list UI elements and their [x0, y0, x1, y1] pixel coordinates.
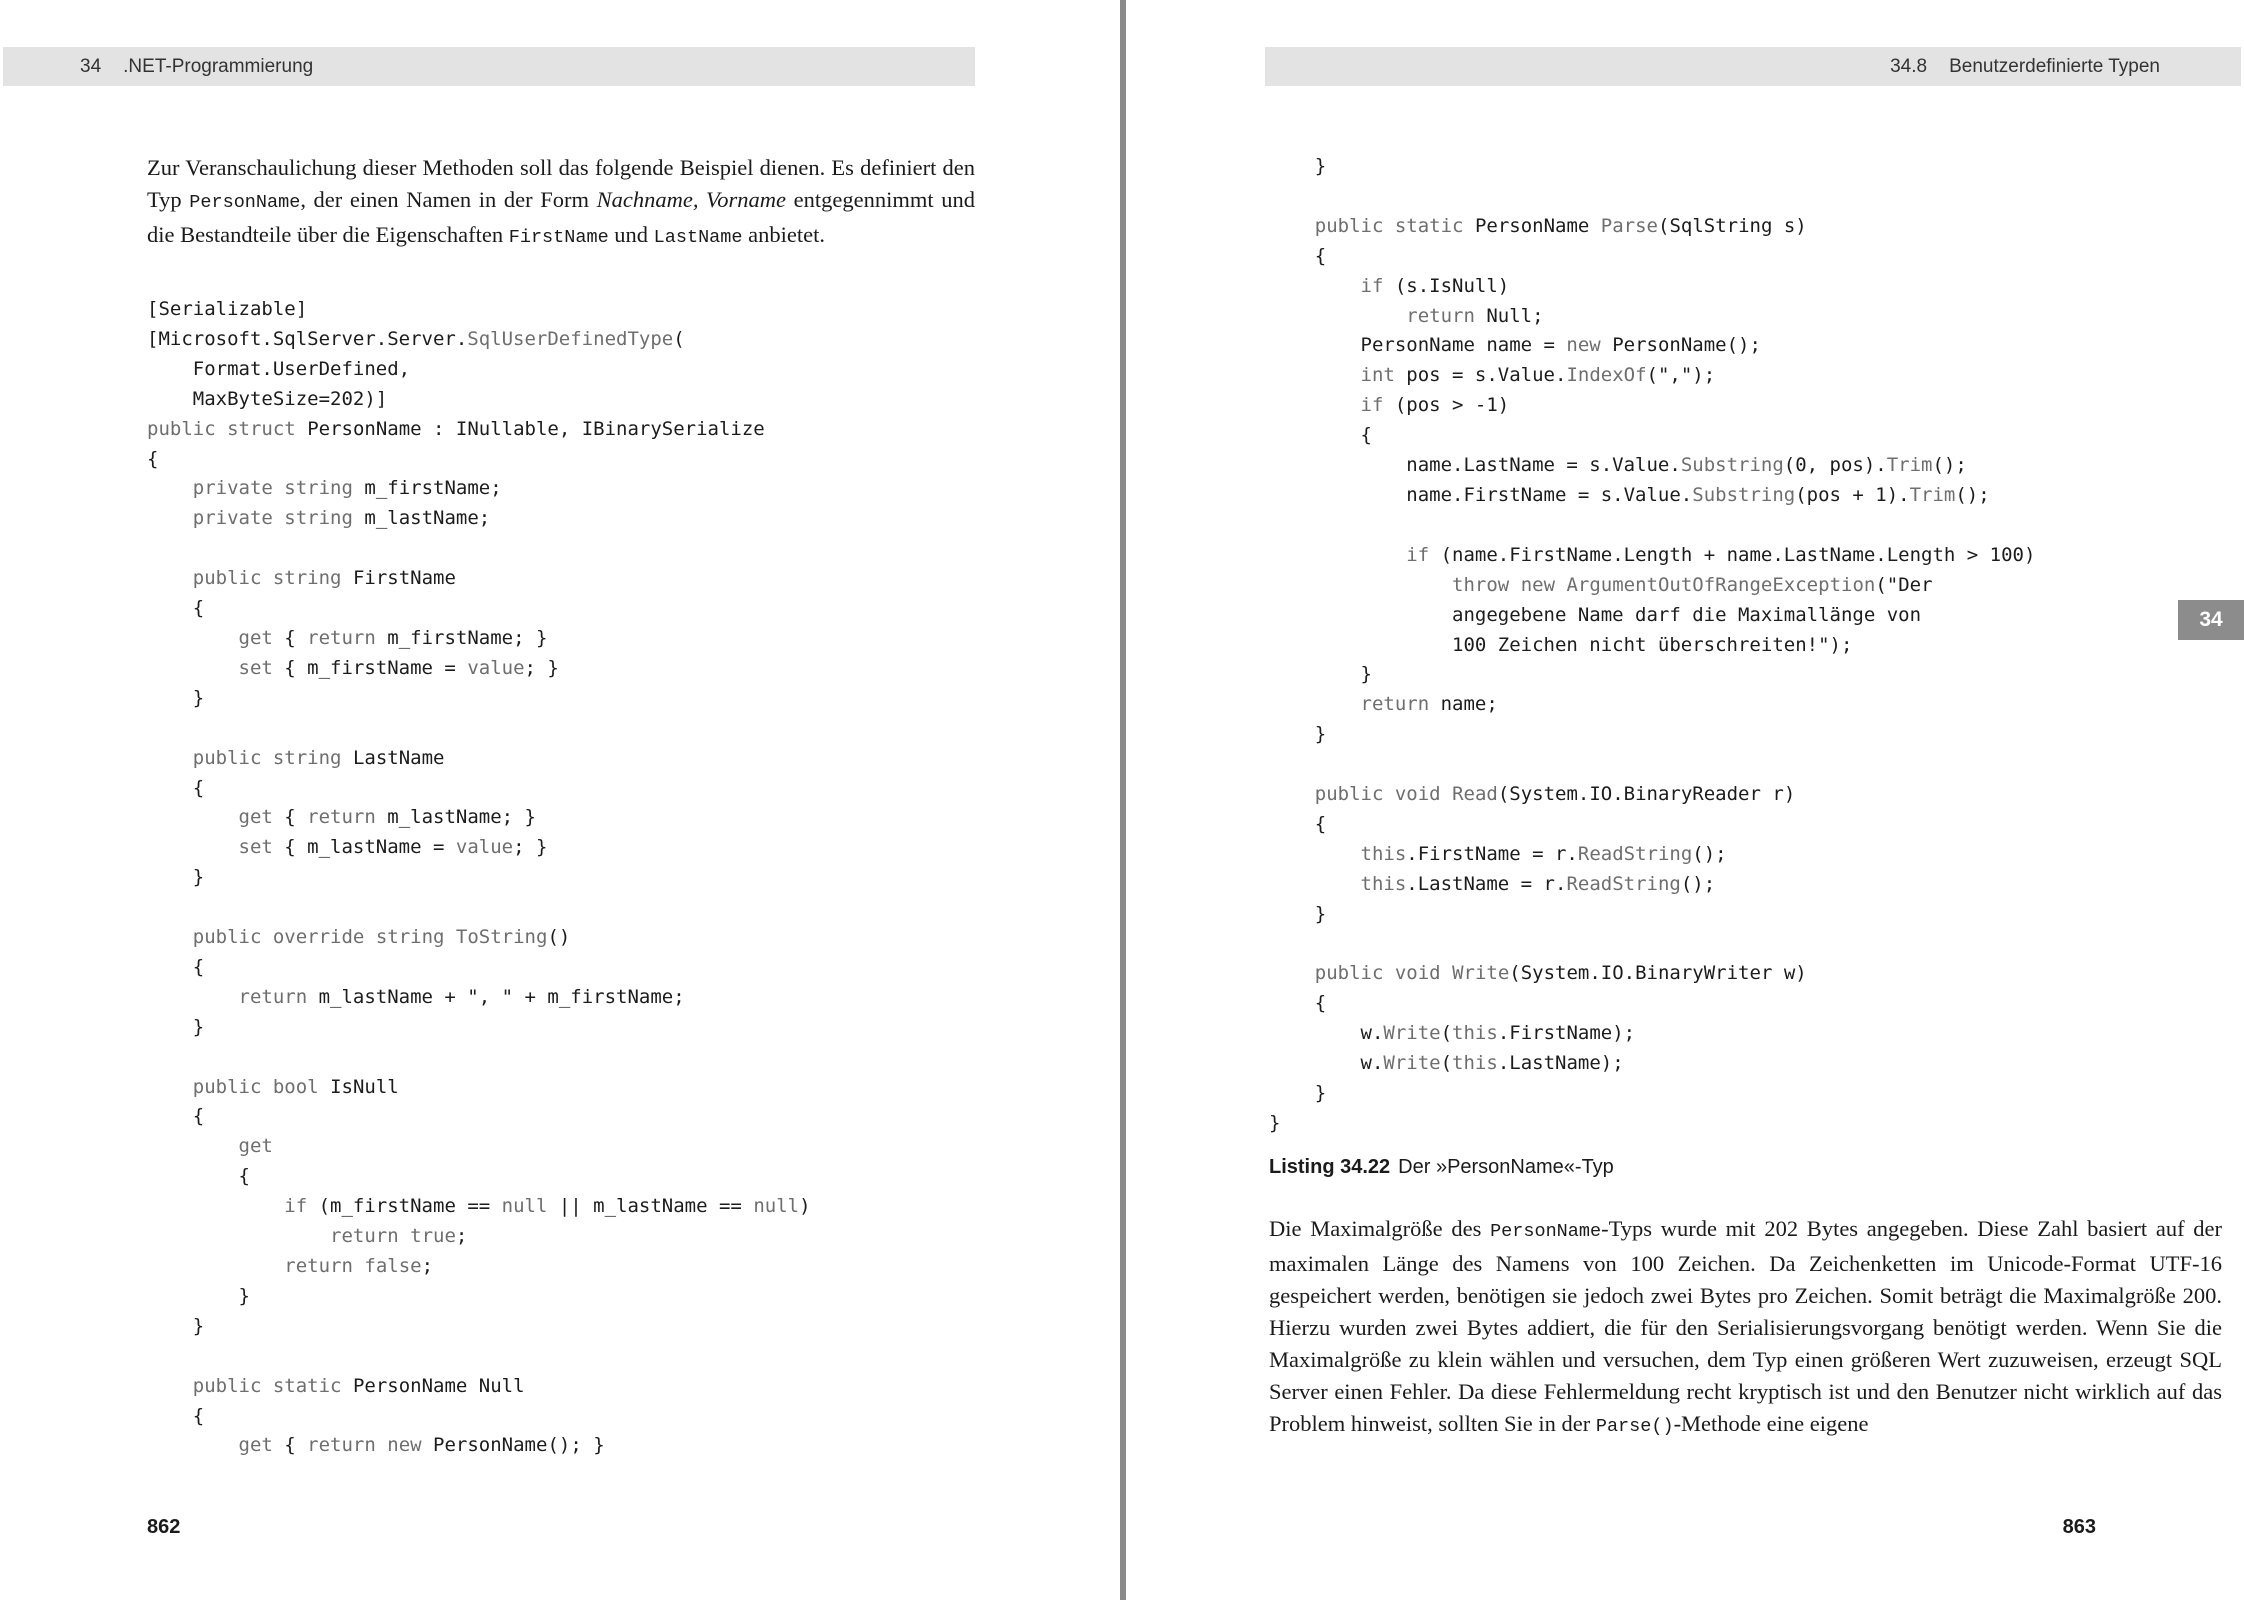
code-line: w.Write(this.FirstName); [1269, 1022, 1636, 1045]
code-line [1269, 511, 2035, 541]
code-line: { [147, 1404, 205, 1427]
code-line: } [1269, 723, 1327, 746]
running-header [80, 47, 313, 86]
code-line: get { return new PersonName(); } [238, 1434, 605, 1457]
left-page [0, 0, 1120, 1600]
code-line: } [1269, 155, 1327, 177]
code-line: { [147, 447, 159, 470]
code-line: angegebene Name darf die Maximallänge von [1269, 603, 1922, 626]
code-line: } [147, 1015, 205, 1038]
code-line: { [1269, 812, 1327, 835]
code-line [147, 893, 811, 923]
header-section-title: Benutzerdefinierte Typen [1949, 56, 2160, 77]
code-line: } [147, 866, 205, 889]
code-line: public static PersonName Null [192, 1374, 525, 1397]
page-number: 863 [2062, 1516, 2096, 1538]
code-line: { [1269, 424, 1372, 447]
code-line: return true; [330, 1225, 468, 1248]
header-chapter-title: .NET-Programmierung [123, 56, 314, 77]
code-line: int pos = s.Value.IndexOf(","); [1360, 364, 1716, 387]
code-line: this.LastName = r.ReadString(); [1360, 872, 1716, 895]
code-line: { [1269, 244, 1327, 267]
code-line: } [147, 1284, 250, 1307]
code-line: name.LastName = s.Value.Substring(0, pos).Trim(); [1269, 454, 1967, 477]
code-line: return m_lastName + ", " + m_firstName; [238, 985, 685, 1008]
code-line: throw new ArgumentOutOfRangeException("Der [1452, 573, 1933, 596]
code-line: public void Write(System.IO.BinaryWriter w) [1314, 962, 1807, 985]
code-line [147, 1043, 811, 1073]
code-line: } [1269, 663, 1372, 686]
code-line: return name; [1360, 693, 1498, 716]
code-line: get { return m_lastName; } [238, 806, 536, 829]
code-line: public static PersonName Parse(SqlString s) [1314, 214, 1807, 237]
code-line: Format.UserDefined, [147, 357, 411, 380]
code-line: } [147, 686, 205, 709]
code-line: if (pos > -1) [1360, 394, 1510, 417]
code-line: { [147, 776, 205, 799]
code-line: { [147, 955, 205, 978]
header-chapter-number: 34 [80, 56, 102, 77]
code-line [147, 1342, 811, 1372]
code-line: { [1269, 992, 1327, 1015]
right-page [1126, 0, 2244, 1600]
code-listing-part-2 [1269, 152, 2035, 1139]
code-line: this.FirstName = r.ReadString(); [1360, 842, 1727, 865]
code-line: name.FirstName = s.Value.Substring(pos + 1).Trim(); [1269, 483, 1990, 506]
code-line: PersonName name = new PersonName(); [1360, 334, 1761, 357]
code-line: if (name.FirstName.Length + name.LastName.Length > 100) [1406, 543, 2036, 566]
code-line: return Null; [1406, 304, 1544, 327]
code-line [147, 534, 811, 564]
code-line: { [147, 1165, 250, 1188]
page-number: 862 [147, 1516, 181, 1538]
code-line: get { return m_firstName; } [238, 626, 548, 649]
code-line: public string LastName [192, 746, 445, 769]
code-line: public override string ToString() [192, 926, 571, 949]
code-line [147, 714, 811, 744]
body-paragraph: Die Maximalgröße des PersonName-Typs wurde mit 202 Bytes angegeben. Diese Zahl basiert auf der maximalen Länge des Namens von 100 Zeichen. Da Zeichenketten im Unicode-Format UTF-16 gespeichert werden, benötigen sie jedoch zwei Bytes pro Zeichen. Somit beträgt die Maximalgröße 200. Hierzu wurden zwei Bytes addiert, die für den Serialisierungsvorgang benötigt werden. Wenn Sie die Maximalgröße zu klein wählen und versuchen, dem Typ einen größeren Wert zuzuweisen, erzeugt SQL Server einen Fehler. Da diese Fehlermeldung recht kryptisch ist und den Benutzer nicht wirklich auf das Problem hinweist, sollten Sie in der Parse()-Methode eine eigene [1269, 1216, 2222, 1437]
code-line: } [1269, 902, 1327, 925]
chapter-thumb-tab: 34 [2178, 600, 2244, 640]
code-line: get [238, 1135, 273, 1158]
intro-paragraph: Zur Veranschaulichung dieser Methoden soll das folgende Beispiel dienen. Es definiert den Typ PersonName, der einen Namen in der Form Nachname, Vorname entgegennimmt und die Bestandteile über die Eigenschaften FirstName und LastName anbietet. [147, 155, 975, 248]
code-line [1269, 182, 2035, 212]
code-line: [Serializable] [147, 298, 308, 320]
code-line: public string FirstName [192, 567, 456, 590]
running-header [1890, 47, 2160, 86]
code-line: [Microsoft.SqlServer.Server.SqlUserDefinedType( [147, 327, 685, 350]
code-line: public struct PersonName : INullable, IBinarySerialize [147, 417, 765, 440]
header-section-number: 34.8 [1890, 56, 1928, 77]
code-line: if (s.IsNull) [1360, 274, 1510, 297]
code-line: w.Write(this.LastName); [1269, 1052, 1624, 1075]
code-line: set { m_lastName = value; } [238, 836, 548, 859]
listing-caption-label: Listing 34.22 [1269, 1156, 1391, 1178]
code-line: 100 Zeichen nicht überschreiten!"); [1269, 633, 1853, 656]
code-line: public bool IsNull [192, 1075, 399, 1098]
code-line: { [147, 1105, 205, 1128]
code-line: } [1269, 1112, 1281, 1134]
listing-caption-text: Der »PersonName«-Typ [1398, 1156, 1614, 1178]
code-line: if (m_firstName == null || m_lastName == null) [284, 1195, 811, 1218]
code-line: MaxByteSize=202)] [147, 387, 388, 410]
code-line [1269, 930, 2035, 960]
code-line: private string m_firstName; [192, 477, 502, 500]
code-line: private string m_lastName; [192, 507, 491, 530]
code-line: { [147, 597, 205, 620]
code-line: return false; [284, 1255, 434, 1277]
code-listing-part-1 [147, 295, 811, 1461]
code-line [1269, 750, 2035, 780]
listing-caption [1269, 1156, 1614, 1179]
code-line: } [147, 1314, 205, 1337]
code-line: set { m_firstName = value; } [238, 656, 559, 679]
code-line: public void Read(System.IO.BinaryReader r) [1314, 783, 1796, 806]
code-line: } [1269, 1082, 1327, 1105]
